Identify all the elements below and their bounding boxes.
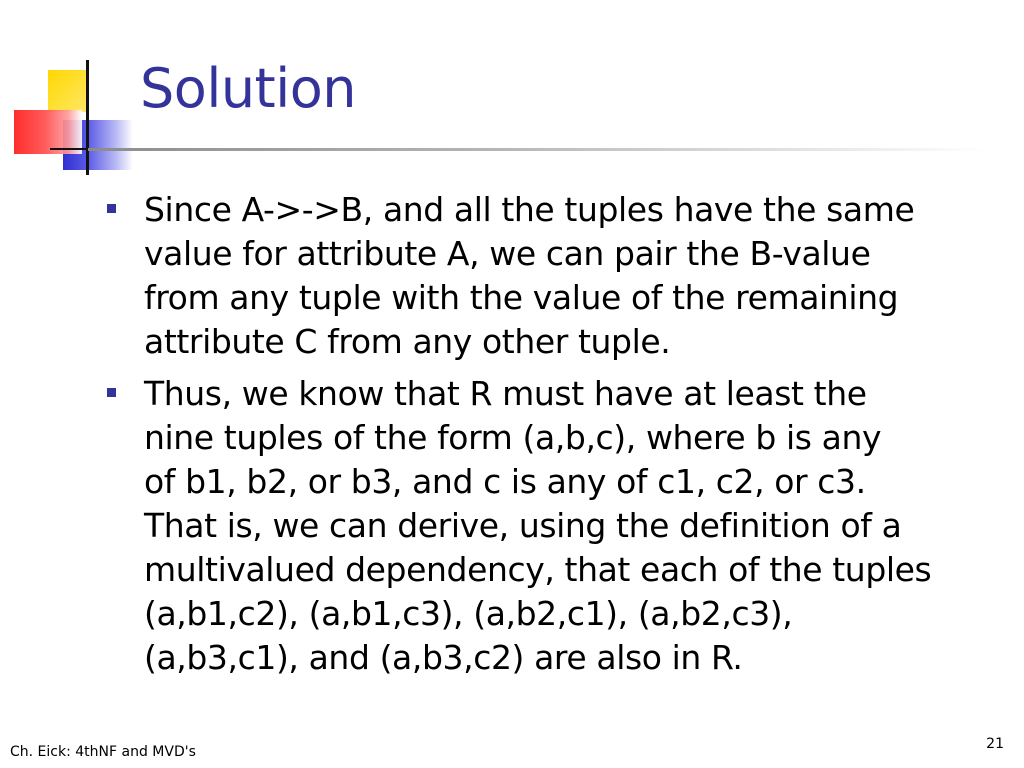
footer-caption: Ch. Eick: 4thNF and MVD's	[10, 744, 196, 760]
vertical-line-shape	[86, 60, 89, 175]
bullet-text: Since A->->B, and all the tuples have the same value for attribute A, we can pair the B-value from any tuple with the value of the remaining attribute C from any other tuple.	[144, 190, 915, 361]
bullet-item	[104, 372, 1004, 680]
page-number: 21	[986, 736, 1004, 752]
slide-title: Solution	[140, 57, 356, 120]
bullet-text: Thus, we know that R must have at least the nine tuples of the form (a,b,c), where b is any of b1, b2, or b3, and c is any of c1, c2, or c3. That is, we can derive, using the definition of a multivalued dependency, that each of the tuples (a,b1,c2), (a,b1,c3), (a,b2,c1), (a,b2,c3), (a,b3,c1), and (a,b3,c2) are also in R.	[144, 374, 932, 677]
bullet-list	[104, 188, 1004, 688]
yellow-square-shape	[48, 70, 88, 112]
decorative-logo	[0, 0, 150, 180]
square-bullet-icon	[107, 388, 116, 397]
bullet-item	[104, 188, 1004, 364]
title-underline	[88, 148, 988, 151]
square-bullet-icon	[107, 204, 116, 213]
